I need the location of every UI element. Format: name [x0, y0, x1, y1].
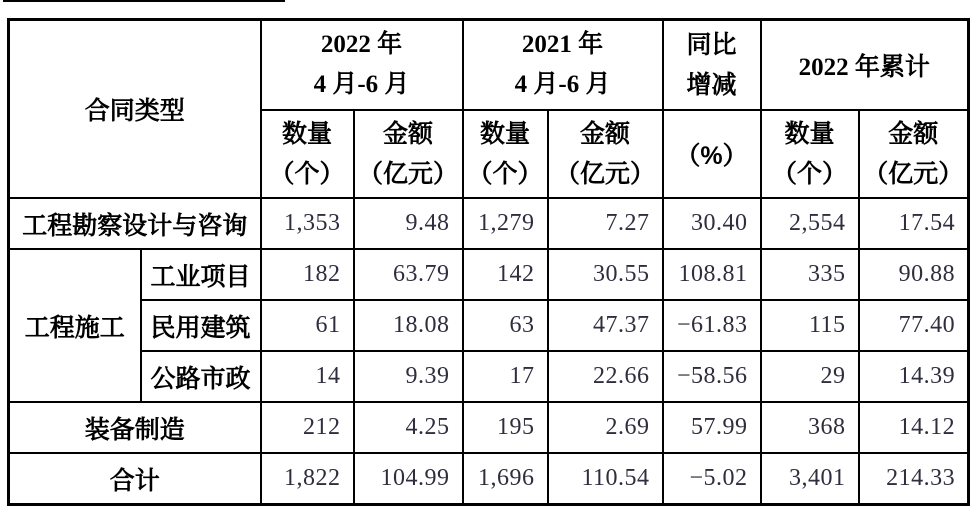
header-amount-2021 — [548, 110, 663, 198]
header-period-2022-line1: 2022 年 — [320, 31, 403, 58]
header-period-2021-line1: 2021 年 — [521, 31, 604, 58]
table-row-equipment — [9, 402, 969, 453]
value-cell: 63 — [463, 300, 548, 351]
header-period-2022-line2: 4 月-6 月 — [313, 71, 410, 98]
header-yoy-unit: （%） — [663, 110, 761, 198]
value-cell: 29 — [761, 351, 859, 402]
value-cell: 61 — [261, 300, 354, 351]
value-cell: 90.88 — [859, 249, 969, 300]
row-label: 工程勘察设计与咨询 — [9, 198, 261, 249]
value-cell: 1,822 — [261, 453, 354, 505]
header-row-periods — [9, 20, 969, 111]
value-cell: 195 — [463, 402, 548, 453]
qty-unit: （个） — [269, 160, 345, 188]
row-label: 装备制造 — [9, 402, 261, 453]
amount-unit: （亿元） — [358, 160, 459, 188]
value-cell: 77.40 — [859, 300, 969, 351]
value-cell: 17 — [463, 351, 548, 402]
amount-label: 金额 — [580, 120, 631, 148]
value-cell: 9.39 — [354, 351, 463, 402]
table-row-total — [9, 453, 969, 505]
value-cell: 22.66 — [548, 351, 663, 402]
header-amount-cumulative — [859, 110, 969, 198]
table-row-survey-design — [9, 198, 969, 249]
qty-label: 数量 — [784, 120, 835, 148]
value-cell: 335 — [761, 249, 859, 300]
row-group-label: 工程施工 — [9, 249, 141, 402]
header-period-2021 — [463, 20, 663, 111]
amount-label: 金额 — [888, 120, 939, 148]
value-cell: 212 — [261, 402, 354, 453]
value-cell: 63.79 — [354, 249, 463, 300]
value-cell: 142 — [463, 249, 548, 300]
value-cell: 108.81 — [663, 249, 761, 300]
value-cell: −58.56 — [663, 351, 761, 402]
value-cell: 368 — [761, 402, 859, 453]
header-qty-2021 — [463, 110, 548, 198]
value-cell: 1,279 — [463, 198, 548, 249]
row-label: 合计 — [9, 453, 261, 505]
table-row-civil — [9, 300, 969, 351]
header-qty-cumulative — [761, 110, 859, 198]
value-cell: 3,401 — [761, 453, 859, 505]
value-cell: 18.08 — [354, 300, 463, 351]
value-cell: 110.54 — [548, 453, 663, 505]
value-cell: 7.27 — [548, 198, 663, 249]
header-period-2022 — [261, 20, 463, 111]
value-cell: 1,353 — [261, 198, 354, 249]
value-cell: 30.40 — [663, 198, 761, 249]
row-label: 工业项目 — [141, 249, 261, 300]
header-amount-2022 — [354, 110, 463, 198]
qty-unit: （个） — [467, 160, 543, 188]
qty-unit: （个） — [772, 160, 848, 188]
value-cell: 47.37 — [548, 300, 663, 351]
table-row-industrial — [9, 249, 969, 300]
value-cell: −61.83 — [663, 300, 761, 351]
value-cell: −5.02 — [663, 453, 761, 505]
value-cell: 104.99 — [354, 453, 463, 505]
header-qty-2022 — [261, 110, 354, 198]
top-partial-line — [3, 0, 285, 2]
header-cumulative-2022: 2022 年累计 — [761, 20, 969, 111]
value-cell: 214.33 — [859, 453, 969, 505]
qty-label: 数量 — [480, 120, 531, 148]
header-contract-type: 合同类型 — [9, 20, 261, 199]
header-yoy-line2: 增减 — [686, 71, 737, 99]
qty-label: 数量 — [282, 120, 333, 148]
value-cell: 30.55 — [548, 249, 663, 300]
value-cell: 115 — [761, 300, 859, 351]
value-cell: 57.99 — [663, 402, 761, 453]
row-label: 民用建筑 — [141, 300, 261, 351]
value-cell: 14.39 — [859, 351, 969, 402]
value-cell: 14.12 — [859, 402, 969, 453]
amount-unit: （亿元） — [863, 160, 964, 188]
value-cell: 182 — [261, 249, 354, 300]
header-yoy — [663, 20, 761, 111]
value-cell: 17.54 — [859, 198, 969, 249]
row-label: 公路市政 — [141, 351, 261, 402]
header-period-2021-line2: 4 月-6 月 — [514, 71, 611, 98]
value-cell: 1,696 — [463, 453, 548, 505]
value-cell: 14 — [261, 351, 354, 402]
contracts-table — [7, 18, 970, 506]
value-cell: 2.69 — [548, 402, 663, 453]
value-cell: 4.25 — [354, 402, 463, 453]
value-cell: 9.48 — [354, 198, 463, 249]
amount-unit: （亿元） — [555, 160, 656, 188]
value-cell: 2,554 — [761, 198, 859, 249]
header-yoy-line1: 同比 — [686, 31, 737, 59]
amount-label: 金额 — [383, 120, 434, 148]
table-row-highway — [9, 351, 969, 402]
